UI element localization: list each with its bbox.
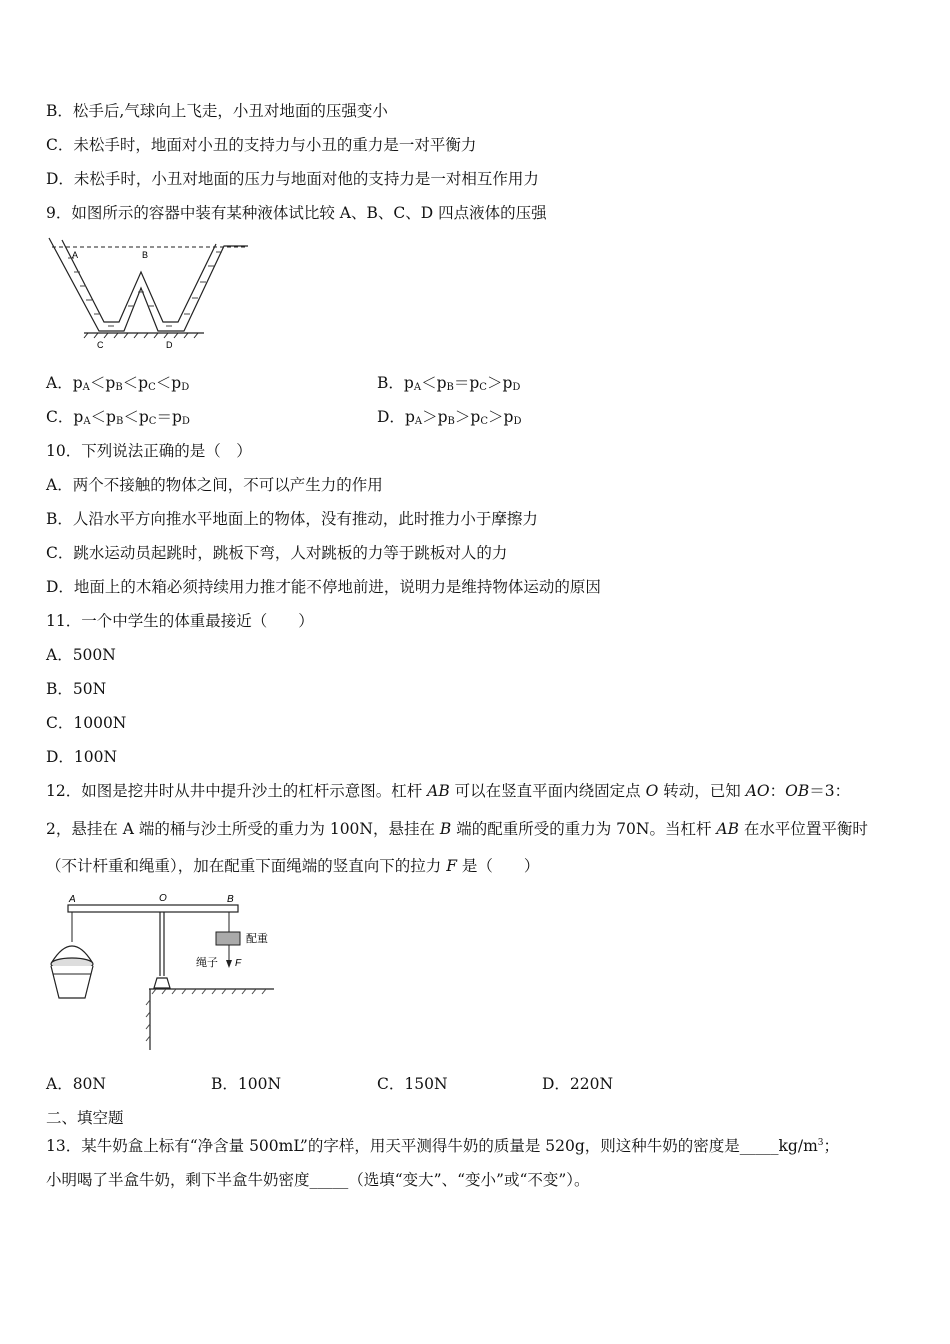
q11-option-c: C．1000N [46,714,127,732]
q12-option-d: D．220N [542,1075,614,1093]
q10-option-a: A．两个不接触的物体之间，不可以产生力的作用 [46,476,383,494]
counterweight-label: 配重 [246,932,268,945]
section-title: 二、填空题 [46,1109,124,1127]
lever-figure [44,890,284,1052]
rope-label: 绳子 [196,956,218,969]
q9-stem: 9．如图所示的容器中装有某种液体试比较 A、B、C、D 四点液体的压强 [46,204,547,222]
q12-option-b: B．100N [211,1075,282,1093]
q8-option-b: B．松手后,气球向上飞走，小丑对地面的压强变小 [46,102,388,120]
lever-bar [68,905,238,912]
point-b-label: B [142,250,149,260]
q11-stem: 11．一个中学生的体重最接近（ ） [46,612,314,630]
q10-option-c: C．跳水运动员起跳时，跳板下弯，人对跳板的力等于跳板对人的力 [46,544,508,562]
q9-option-a [46,373,189,398]
q12-stem-line1: 12．如图是挖井时从井中提升沙土的杠杆示意图。杠杆 AB 可以在竖直平面内绕固定点 O 转动，已知 AO：OB＝3： [46,782,851,800]
q9-option-c-text: $p_A<p_B<p_C=p_D$ [73,408,190,427]
q13-line1: 13．某牛奶盒上标有“净含量 500mL”的字样，用天平测得牛奶的质量是 520g，则这种牛奶的密度是$\_\_\_\_\_kg/m^3$； [46,1137,840,1155]
point-d-label: D [166,340,173,350]
ground-hatch [84,333,198,338]
q13-line2: 小明喝了半盒牛奶，剩下半盒牛奶密度_____（选填“变大”、“变小”或“不变”）。 [46,1171,590,1189]
liquid-hatch [68,252,222,326]
q9-option-c-prefix: C． [46,408,74,426]
q9-option-d [377,407,521,432]
lever-label-o: O [159,893,167,904]
q9-option-d-text: $p_A>p_B>p_C>p_D$ [404,408,522,427]
q12-stem-line3: （不计杆重和绳重），加在配重下面绳端的竖直向下的拉力 F 是（ ） [46,857,540,875]
container-figure [44,236,254,354]
q11-option-d: D．100N [46,748,118,766]
q9-option-b-text: $p_A<p_B=p_C>p_D$ [403,374,521,393]
q9-option-b [377,373,520,398]
pivot-base [154,978,170,988]
q11-option-a: A．500N [46,646,116,664]
q9-option-a-prefix: A． [46,374,73,392]
q9-option-c [46,407,190,432]
q10-stem: 10．下列说法正确的是（ ） [46,442,252,460]
q12-option-c: C．150N [377,1075,448,1093]
container-wall-inner [62,240,216,322]
ground-hatch [146,989,266,1041]
q11-option-b: B．50N [46,680,107,698]
lever-label-b: B [227,894,234,905]
q8-option-c: C．未松手时，地面对小丑的支持力与小丑的重力是一对平衡力 [46,136,477,154]
counterweight [216,932,240,945]
q12-stem-line2: 2，悬挂在 A 端的桶与沙土所受的重力为 100N，悬挂在 B 端的配重所受的重力为 70N。当杠杆 AB 在水平位置平衡时 [46,820,868,838]
q8-option-d: D．未松手时，小丑对地面的压力与地面对他的支持力是一对相互作用力 [46,170,539,188]
force-arrow [226,960,232,968]
lever-label-a: A [69,894,76,905]
force-label: F [235,958,242,969]
q10-option-d: D．地面上的木箱必须持续用力推才能不停地前进，说明力是维持物体运动的原因 [46,578,601,596]
q9-option-d-prefix: D． [377,408,405,426]
bucket-body [51,966,93,998]
q10-option-b: B．人沿水平方向推水平地面上的物体，没有推动，此时推力小于摩擦力 [46,510,538,528]
q12-option-a: A．80N [46,1075,106,1093]
q9-option-a-text: $p_A<p_B<p_C<p_D$ [72,374,190,393]
q9-option-b-prefix: B． [377,374,404,392]
point-c-label: C [97,340,104,350]
point-a-label: A [72,250,79,260]
